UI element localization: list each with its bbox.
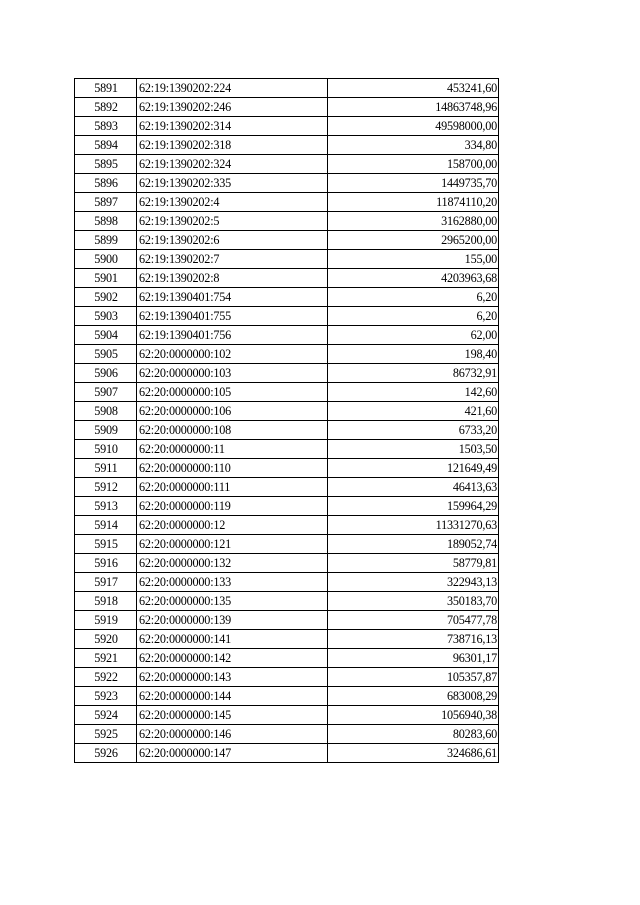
value-cell: 1449735,70 [328, 174, 499, 193]
value-cell: 322943,13 [328, 573, 499, 592]
data-table [74, 78, 499, 763]
value-cell: 80283,60 [328, 725, 499, 744]
cadastral-number-cell: 62:20:0000000:143 [137, 668, 328, 687]
table-row [75, 155, 499, 174]
row-number-cell: 5913 [75, 497, 137, 516]
row-number-cell: 5923 [75, 687, 137, 706]
row-number-cell: 5916 [75, 554, 137, 573]
row-number-cell: 5909 [75, 421, 137, 440]
table-row [75, 307, 499, 326]
value-cell: 158700,00 [328, 155, 499, 174]
row-number-cell: 5895 [75, 155, 137, 174]
table-row [75, 383, 499, 402]
cadastral-number-cell: 62:19:1390202:224 [137, 79, 328, 98]
table-row [75, 136, 499, 155]
table-row [75, 573, 499, 592]
table-row [75, 440, 499, 459]
cadastral-number-cell: 62:19:1390202:318 [137, 136, 328, 155]
value-cell: 159964,29 [328, 497, 499, 516]
value-cell: 1503,50 [328, 440, 499, 459]
table-row [75, 668, 499, 687]
cadastral-number-cell: 62:19:1390401:755 [137, 307, 328, 326]
table-row [75, 725, 499, 744]
row-number-cell: 5917 [75, 573, 137, 592]
table-row [75, 554, 499, 573]
row-number-cell: 5914 [75, 516, 137, 535]
cadastral-number-cell: 62:20:0000000:146 [137, 725, 328, 744]
value-cell: 6,20 [328, 307, 499, 326]
row-number-cell: 5925 [75, 725, 137, 744]
cadastral-number-cell: 62:20:0000000:132 [137, 554, 328, 573]
value-cell: 3162880,00 [328, 212, 499, 231]
table-row [75, 326, 499, 345]
value-cell: 121649,49 [328, 459, 499, 478]
cadastral-number-cell: 62:19:1390202:8 [137, 269, 328, 288]
table-row [75, 497, 499, 516]
value-cell: 738716,13 [328, 630, 499, 649]
value-cell: 705477,78 [328, 611, 499, 630]
cadastral-number-cell: 62:20:0000000:105 [137, 383, 328, 402]
row-number-cell: 5907 [75, 383, 137, 402]
row-number-cell: 5924 [75, 706, 137, 725]
cadastral-number-cell: 62:20:0000000:111 [137, 478, 328, 497]
table-row [75, 193, 499, 212]
table-row [75, 459, 499, 478]
cadastral-number-cell: 62:20:0000000:141 [137, 630, 328, 649]
table-row [75, 174, 499, 193]
cadastral-number-cell: 62:19:1390202:324 [137, 155, 328, 174]
cadastral-number-cell: 62:19:1390401:756 [137, 326, 328, 345]
cadastral-number-cell: 62:20:0000000:121 [137, 535, 328, 554]
table-row [75, 212, 499, 231]
cadastral-number-cell: 62:19:1390202:7 [137, 250, 328, 269]
cadastral-number-cell: 62:20:0000000:139 [137, 611, 328, 630]
value-cell: 453241,60 [328, 79, 499, 98]
table-row [75, 592, 499, 611]
row-number-cell: 5902 [75, 288, 137, 307]
table-row [75, 402, 499, 421]
value-cell: 49598000,00 [328, 117, 499, 136]
value-cell: 58779,81 [328, 554, 499, 573]
value-cell: 421,60 [328, 402, 499, 421]
row-number-cell: 5900 [75, 250, 137, 269]
row-number-cell: 5891 [75, 79, 137, 98]
table-row [75, 269, 499, 288]
row-number-cell: 5911 [75, 459, 137, 478]
table-row [75, 649, 499, 668]
table-row [75, 478, 499, 497]
value-cell: 198,40 [328, 345, 499, 364]
cadastral-number-cell: 62:19:1390202:246 [137, 98, 328, 117]
row-number-cell: 5921 [75, 649, 137, 668]
cadastral-number-cell: 62:20:0000000:145 [137, 706, 328, 725]
cadastral-number-cell: 62:20:0000000:135 [137, 592, 328, 611]
cadastral-number-cell: 62:19:1390202:5 [137, 212, 328, 231]
cadastral-number-cell: 62:19:1390202:6 [137, 231, 328, 250]
row-number-cell: 5899 [75, 231, 137, 250]
table-body [75, 79, 499, 763]
table-row [75, 288, 499, 307]
cadastral-number-cell: 62:19:1390202:335 [137, 174, 328, 193]
row-number-cell: 5920 [75, 630, 137, 649]
cadastral-number-cell: 62:20:0000000:119 [137, 497, 328, 516]
row-number-cell: 5919 [75, 611, 137, 630]
value-cell: 86732,91 [328, 364, 499, 383]
value-cell: 11331270,63 [328, 516, 499, 535]
cadastral-number-cell: 62:20:0000000:12 [137, 516, 328, 535]
value-cell: 189052,74 [328, 535, 499, 554]
value-cell: 62,00 [328, 326, 499, 345]
row-number-cell: 5918 [75, 592, 137, 611]
row-number-cell: 5892 [75, 98, 137, 117]
cadastral-number-cell: 62:20:0000000:11 [137, 440, 328, 459]
row-number-cell: 5896 [75, 174, 137, 193]
row-number-cell: 5915 [75, 535, 137, 554]
table-row [75, 687, 499, 706]
row-number-cell: 5903 [75, 307, 137, 326]
table-row [75, 744, 499, 763]
table-row [75, 345, 499, 364]
cadastral-number-cell: 62:20:0000000:106 [137, 402, 328, 421]
row-number-cell: 5901 [75, 269, 137, 288]
value-cell: 334,80 [328, 136, 499, 155]
table-row [75, 117, 499, 136]
cadastral-number-cell: 62:19:1390202:4 [137, 193, 328, 212]
table-row [75, 611, 499, 630]
value-cell: 2965200,00 [328, 231, 499, 250]
value-cell: 96301,17 [328, 649, 499, 668]
value-cell: 46413,63 [328, 478, 499, 497]
table-row [75, 79, 499, 98]
value-cell: 350183,70 [328, 592, 499, 611]
cadastral-number-cell: 62:20:0000000:144 [137, 687, 328, 706]
row-number-cell: 5912 [75, 478, 137, 497]
value-cell: 6,20 [328, 288, 499, 307]
table-row [75, 535, 499, 554]
cadastral-number-cell: 62:20:0000000:103 [137, 364, 328, 383]
cadastral-number-cell: 62:20:0000000:102 [137, 345, 328, 364]
table-row [75, 421, 499, 440]
table-row [75, 231, 499, 250]
value-cell: 142,60 [328, 383, 499, 402]
row-number-cell: 5922 [75, 668, 137, 687]
cadastral-number-cell: 62:20:0000000:108 [137, 421, 328, 440]
value-cell: 11874110,20 [328, 193, 499, 212]
cadastral-number-cell: 62:20:0000000:142 [137, 649, 328, 668]
value-cell: 155,00 [328, 250, 499, 269]
table-row [75, 98, 499, 117]
value-cell: 6733,20 [328, 421, 499, 440]
table-row [75, 250, 499, 269]
table-row [75, 706, 499, 725]
row-number-cell: 5898 [75, 212, 137, 231]
row-number-cell: 5910 [75, 440, 137, 459]
table-row [75, 364, 499, 383]
row-number-cell: 5908 [75, 402, 137, 421]
value-cell: 14863748,96 [328, 98, 499, 117]
value-cell: 4203963,68 [328, 269, 499, 288]
cadastral-number-cell: 62:19:1390401:754 [137, 288, 328, 307]
row-number-cell: 5893 [75, 117, 137, 136]
row-number-cell: 5894 [75, 136, 137, 155]
value-cell: 1056940,38 [328, 706, 499, 725]
row-number-cell: 5905 [75, 345, 137, 364]
cadastral-number-cell: 62:20:0000000:110 [137, 459, 328, 478]
table-row [75, 516, 499, 535]
cadastral-number-cell: 62:20:0000000:147 [137, 744, 328, 763]
table-row [75, 630, 499, 649]
cadastral-number-cell: 62:19:1390202:314 [137, 117, 328, 136]
value-cell: 105357,87 [328, 668, 499, 687]
row-number-cell: 5897 [75, 193, 137, 212]
value-cell: 683008,29 [328, 687, 499, 706]
row-number-cell: 5906 [75, 364, 137, 383]
row-number-cell: 5904 [75, 326, 137, 345]
cadastral-number-cell: 62:20:0000000:133 [137, 573, 328, 592]
row-number-cell: 5926 [75, 744, 137, 763]
value-cell: 324686,61 [328, 744, 499, 763]
